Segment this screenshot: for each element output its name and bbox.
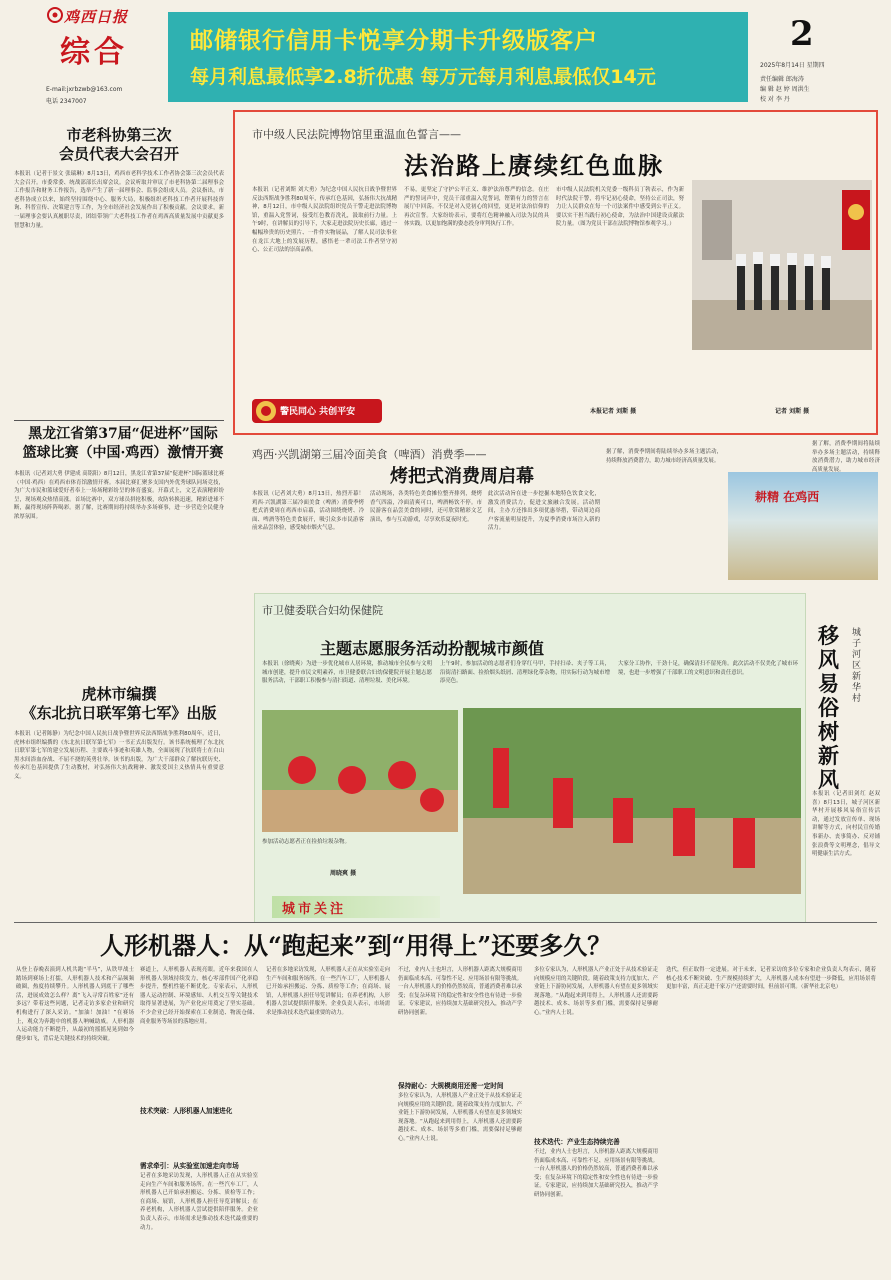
robot-body-col3: 记者在多地采访发现，人形机器人正在从实验室走向生产车间和服务场所。在一些汽车工厂，人形机器人已开始承担搬运、分拣、质检等工作；在商场、展馆，人形机器人担任导览讲解员；在养老机构，人形机器人尝试提供陪伴服务。企业负责人表示，市场需求是推动技术迭代最重要的动力。 [266,967,390,1016]
meal-body-col1: 本报讯（记者刘大勇）8月13日，热烈开幕！鸡西·兴凯湖第三届冷面美食（啤酒）消费季烤把式消费周在鸡西市启幕，活动围绕烧烤、冷面、啤酒等特色美食展开，吸引众多市民游客前来品尝体验，感受城市烟火气息。 [252,491,364,532]
lead-photo-credit: 记者 刘斯 摄 [775,408,810,415]
chengzi-prev-body: 据了解，消费季期间将陆续举办多场主题活动，持续释放消费潜力，助力城市经济高质量发展。 [812,441,880,473]
story2-body: 本报讯（记者刘大勇 伊建成 高铭阳）8月12日，黑龙江省第37届“促进杯”国际篮球比赛（中国·鸡西）在鸡西市体育馆激情开赛。本届比赛汇聚多支国内外优秀球队同场竞技，为广大市民和篮球爱好者奉上一场场精彩纷呈的体育盛宴。开幕式上，文艺表演精彩纷呈，现场观众热情高涨。首场比赛中，双方球员拼抢积极，攻防转换迅速，精彩进球不断，赢得现场阵阵喝彩。据了解，比赛期间将持续举办多场赛事，进一步营造全民健身浓厚氛围。 [14,471,224,520]
robot-body-col2b: 记者在多地采访发现，人形机器人正在从实验室走向生产车间和服务场所。在一些汽车工厂，人形机器人已开始承担搬运、分拣、质检等工作；在商场、展馆，人形机器人担任导览讲解员；在养老机构，人形机器人尝试提供陪伴服务。企业负责人表示，市场需求是推动技术迭代最重要的动力。 [140,1173,258,1231]
story3-headline-2: 《东北抗日联军第七军》出版 [21,704,217,722]
contact-email: E-mail:jxrbzwb@163.com [46,86,123,93]
robot-body-col5: 多位专家认为，人形机器人产业正处于从技术验证走向规模应用的关键阶段。随着政策支持力度加大、产业链上下游协同发展，人形机器人有望在更多领域实现落地。“从跑起来到用得上，人形机器人还需要跨越技术、成本、场景等多重门槛，需要保持足够耐心。”业内人士说。 [534,967,658,1016]
story1-headline-1: 市老科协第三次 [66,126,172,144]
robot-subhead-ecosystem: 技术迭代：产业生态持续完善 [534,1138,620,1146]
section-divider [14,922,877,923]
lead-byline: 本报记者 刘斯 摄 [590,408,637,415]
ad-headline: 邮储银行信用卡悦享分期卡升级版客户 [190,28,598,54]
issue-date: 2025年8月14日 星期四 [760,62,825,69]
lead-body-col1: 本报讯（记者刘斯 刘大勇）为纪念中国人民抗日战争暨世界反法西斯战争胜利80周年，传承红色基因，弘扬伟大抗战精神，8月12日，市中级人民法院组织党员干警走进法院博物馆，重温入党誓词，接受红色教育洗礼，汲取前行力量。上午9时，在讲解员的引导下，大家走进法院历史长廊，通过一幅幅珍贵的历史照片、一件件实物展品，了解人民司法事业在龙江大地上的发展历程，感悟老一辈司法工作者坚守初心、公正司法的崇高品格。 [252,187,397,254]
meal-photo-banner: 耕精 在鸡西 [755,490,820,504]
volunteer-body-col2: 上午9时，参加活动的志愿者们身穿红马甲，手持扫帚、夹子等工具，沿街清扫路面、捡拾烟头纸屑、清理绿化带杂物，用实际行动为城市增添亮色。 [440,661,610,685]
robot-body-col4: 不过，业内人士也坦言，人形机器人距离大规模商用仍面临成本高、可靠性不足、应用场景有限等挑战。一台人形机器人的价格仍然较高，普通消费者难以承受；在复杂环境下的稳定性和安全性也有待进一步验证。专家建议，应持续加大基础研究投入，推动产学研协同创新。 [398,967,522,1016]
story2-headline-2: 篮球比赛（中国·鸡西）激情开赛 [22,445,224,461]
chengzi-body: 本报讯（记者田剑红 赵双喜）8月13日，城子河区新华村开展移风易俗宣传活动，通过发放宣传单、现场讲解等方式，向村民宣传婚事新办、丧事简办、反对铺张浪费等文明理念，倡导文明健康生活方式。 [812,791,880,858]
volunteer-body-col1: 本报讯（徐晓爽）为进一步优化城市人居环境，推动城市全民参与文明城市创建，提升市民文明素养，市卫健委联合妇幼保健院开展主题志愿服务活动，干部职工积极参与清扫街道、清理垃圾、美化环境。 [262,661,432,685]
volunteer-photo-credit: 周晓爽 摄 [330,870,357,877]
chengzi-kicker: 城子河区新华村 [852,628,862,704]
robot-body-col5b: 不过，业内人士也坦言，人形机器人距离大规模商用仍面临成本高、可靠性不足、应用场景有限等挑战。一台人形机器人的价格仍然较高，普通消费者难以承受；在复杂环境下的稳定性和安全性也有待进一步验证。专家建议，应持续加大基础研究投入，推动产学研协同创新。 [534,1149,658,1198]
meal-body-col3: 此次活动旨在进一步挖掘本地特色饮食文化，激发消费活力，促进文旅融合发展。活动期间，主办方还推出多项优惠举措，带动周边商户客流量明显提升，为夏季消费市场注入新的活力。 [488,491,600,532]
section-name: 综合 [60,35,128,70]
robot-headline: 人形机器人：从“跑起来”到“用得上”还要多久？ [100,931,612,960]
column-divider [14,420,224,421]
paper-logo-mark [46,6,64,24]
city-focus-tag: 城市关注 [282,902,347,917]
story2-headline-1: 黑龙江省第37届“促进杯”国际 [28,426,218,442]
lead-headline: 法治路上赓续红色血脉 [404,151,664,180]
robot-body-col2: 赛道上，人形机器人表现亮眼。近年来我国在人形机器人领域持续发力，核心零部件国产化率稳步提升，整机性能不断优化。专家表示，人形机器人运动控制、环境感知、人机交互等关键技术取得显著进展，为产业化应用奠定了坚实基础。不少企业已经开始探索在工业制造、物流仓储、商业服务等场景的落地应用。 [140,967,258,1025]
paper-name: 鸡西日报 [64,8,129,26]
staff-layout: 编 辑 赵 婷 周洪生 [760,86,810,93]
contact-phone: 电话 2347007 [46,98,87,105]
story1-headline-2: 会员代表大会召开 [58,145,179,163]
volunteer-photo-small [262,710,458,832]
robot-body-col1: 从登上春晚表演到人机共跑“半马”，从铁甲战士踏场到赛场上打擂，人形机器人技术和产品频频破圈，热度持续攀升。人形机器人到底干了哪些活，进展成效怎么样？离“飞入寻常百姓家”还有多远？带着这些问题，记者走访多家企业和研究机构进行了深入采访。“加油！加油！”在赛场上，观众为奔跑中的机器人呐喊助威。人形机器人运动能力不断提升，从最初的摇摇晃晃到如今健步如飞，背后是关键技术的持续突破。 [16,967,134,1042]
lead-body-col3: 市中级人民法院机关党委一级科员丁勃表示，作为新时代法院干警，将牢记初心使命，坚持公正司法，努力让人民群众在每一个司法案件中感受到公平正义。要以实干担当践行初心使命，为法治中国建设贡献法院力量。（图为党员干部在法院博物馆参观学习。） [556,187,684,228]
story3-headline-1: 虎林市编撰 [81,685,157,703]
robot-body-col6: 迭代，但正取得一定进展。对于未来，记者采访的多位专家和企业负责人均表示，随着核心技术不断突破、生产规模持续扩大，人形机器人成本有望进一步降低，应用场景将更加丰富，真正走进千家万户还需要时间，但前景可期。（新华社北京电） [666,967,876,991]
meal-headline: 烤把式消费周启幕 [390,466,534,487]
robot-subhead-demand: 需求牵引：从实验室加速走向市场 [140,1162,239,1170]
lead-body-col2: 不易，更坚定了守护公平正义、维护法治尊严的信念。在庄严的誓词声中，党员干部重温入党誓词，铿锵有力的誓言在展厅中回荡。不仅是对入党初心的回望，更是对法治信仰的再次宣誓。大家纷纷表示，要将红色精神融入司法为民的具体实践，以更加饱满的姿态投身审判执行工作。 [404,187,549,228]
robot-body-col4b: 多位专家认为，人形机器人产业正处于从技术验证走向规模应用的关键阶段。随着政策支持力度加大、产业链上下游协同发展，人形机器人有望在更多领域实现落地。“从跑起来到用得上，人形机器人还需要跨越技术、成本、场景等多重门槛，需要保持足够耐心。”业内人士说。 [398,1093,522,1142]
robot-subhead-patience: 保持耐心：大规模商用还需一定时间 [398,1082,504,1090]
story3-body: 本报讯（记者陈静）为纪念中国人民抗日战争暨世界反法西斯战争胜利80周年，近日，虎林市组织编撰的《东北抗日联军第七军》一书正式出版发行。该书系统梳理了东北抗日联军第七军的建立发展历程、主要战斗事迹和英雄人物，全面展现了抗联将士在白山黑水间浴血奋战、不屈不挠的英勇壮举。该书的出版，为广大干部群众了解抗联历史、传承红色基因提供了生动教材，对弘扬伟大抗战精神、激发爱国主义热情具有重要意义。 [14,731,224,780]
volunteer-photo-large [463,708,801,894]
volunteer-body-col3: 大家分工协作，干劲十足，确保清扫不留死角。此次活动不仅美化了城市环境，也进一步增强了干部职工的文明意识和责任意识。 [618,661,798,676]
lead-kicker: 市中级人民法院博物馆里重温血色誓言—— [252,128,461,141]
meal-body-col2: 活动现场，各类特色美食摊位整齐排列，烧烤香气四溢，冷面清爽可口，啤酒畅饮不停。市民游客在品尝美食的同时，还可欣赏精彩文艺演出，参与互动游戏，尽享欢乐夏夜时光。 [370,491,482,523]
ad-subline: 每月利息最低享2.8折优惠 每万元每月利息最低仅14元 [190,66,656,88]
staff-proof: 校 对 李 丹 [760,96,790,103]
robot-subhead-tech: 技术突破：人形机器人加速进化 [140,1107,233,1115]
story1-body: 本报讯（记者于景文 张瑞琳）8月13日，鸡西市老科学技术工作者协会第三次会员代表大会召开。市委常委、统战部部长出席会议。会议听取并审议了市老科协第二届理事会工作报告和财务工作报告，选举产生了新一届理事会、监事会组成人员。会议指出，市老科协成立以来，始终坚持围绕中心、服务大局，积极组织老科技工作者开展科技咨询、科普宣传、决策建言等工作，为全市经济社会发展作出了积极贡献。会议要求，新一届理事会要认真履职尽责，团结带领广大老科技工作者在鸡西高质量发展中贡献更多智慧和力量。 [14,171,224,229]
volunteer-kicker: 市卫健委联合妇幼保健院 [262,604,383,617]
staff-editor: 责任编辑 郎海涛 [760,76,804,83]
meal-body-col4: 据了解，消费季期间将陆续举办多场主题活动，持续释放消费潜力，助力城市经济高质量发展。 [606,449,722,464]
chengzi-headline: 移风易俗树新风 [818,623,839,792]
volunteer-headline: 主题志愿服务活动扮靓城市颜值 [320,639,545,658]
lead-photo [692,180,872,350]
volunteer-photo-caption: 参加活动志愿者正在捡拾垃圾杂物。 [262,839,351,845]
meal-kicker: 鸡西·兴凯湖第三届冷面美食（啤酒）消费季—— [252,448,487,461]
page-number: 2 [790,14,814,54]
badge-slogan: 警民同心 共创平安 [280,407,356,417]
